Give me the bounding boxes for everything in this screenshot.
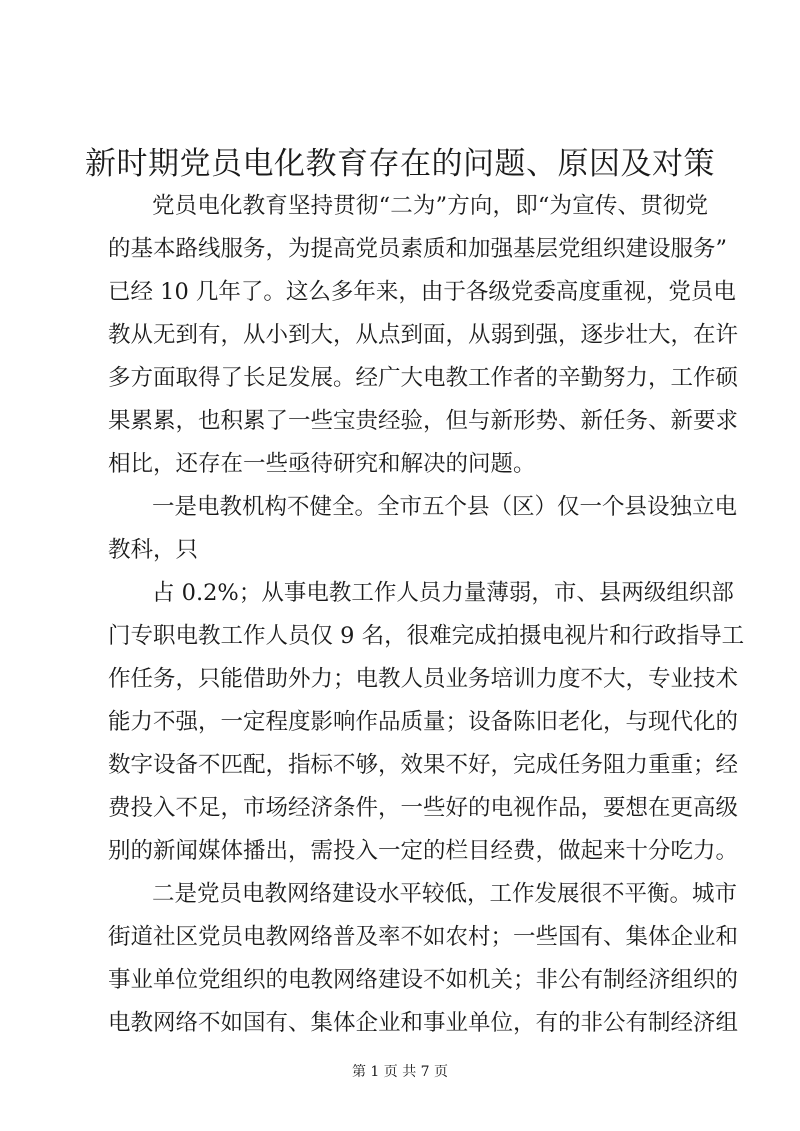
paragraph-line: 数字设备不匹配，指标不够，效果不好，完成任务阻力重重；经 bbox=[108, 752, 739, 778]
paragraph-line: 果累累，也积累了一些宝贵经验，但与新形势、新任务、新要求 bbox=[108, 408, 739, 434]
paragraph-line: 街道社区党员电教网络普及率不如农村；一些国有、集体企业和 bbox=[108, 924, 739, 950]
paragraph-line: 电教网络不如国有、集体企业和事业单位，有的非公有制经济组 bbox=[108, 1010, 739, 1036]
paragraph-line: 党员电化教育坚持贯彻“二为”方向，即“为宣传、贯彻党 bbox=[152, 193, 708, 219]
paragraph-line: 费投入不足，市场经济条件，一些好的电视作品，要想在更高级 bbox=[108, 795, 739, 821]
paragraph-line: 作任务，只能借助外力；电教人员业务培训力度不大，专业技术 bbox=[108, 666, 739, 692]
paragraph-line: 二是党员电教网络建设水平较低，工作发展很不平衡。城市 bbox=[152, 881, 738, 907]
paragraph-line: 别的新闻媒体播出，需投入一定的栏目经费，做起来十分吃力。 bbox=[108, 838, 739, 864]
paragraph-line: 能力不强，一定程度影响作品质量；设备陈旧老化，与现代化的 bbox=[108, 709, 739, 735]
paragraph-line: 教科，只 bbox=[108, 537, 199, 563]
paragraph-line: 已经 10 几年了。这么多年来，由于各级党委高度重视，党员电 bbox=[108, 279, 736, 305]
paragraph-line: 事业单位党组织的电教网络建设不如机关；非公有制经济组织的 bbox=[108, 967, 739, 993]
paragraph-line: 相比，还存在一些亟待研究和解决的问题。 bbox=[108, 451, 536, 477]
page-footer: 第 1 页 共 7 页 bbox=[351, 1064, 449, 1080]
document-title: 新时期党员电化教育存在的问题、原因及对策 bbox=[85, 146, 715, 182]
paragraph-line: 多方面取得了长足发展。经广大电教工作者的辛勤努力，工作硕 bbox=[108, 365, 739, 391]
paragraph-line: 教从无到有，从小到大，从点到面，从弱到强，逐步壮大，在许 bbox=[108, 322, 739, 348]
paragraph-line: 的基本路线服务，为提高党员素质和加强基层党组织建设服务” bbox=[108, 236, 728, 262]
paragraph-line: 一是电教机构不健全。全市五个县（区）仅一个县设独立电 bbox=[152, 494, 738, 520]
paragraph-line: 占 0.2%；从事电教工作人员力量薄弱，市、县两级组织部 bbox=[152, 580, 734, 606]
paragraph-line: 门专职电教工作人员仅 9 名，很难完成拍摄电视片和行政指导工 bbox=[108, 623, 745, 649]
